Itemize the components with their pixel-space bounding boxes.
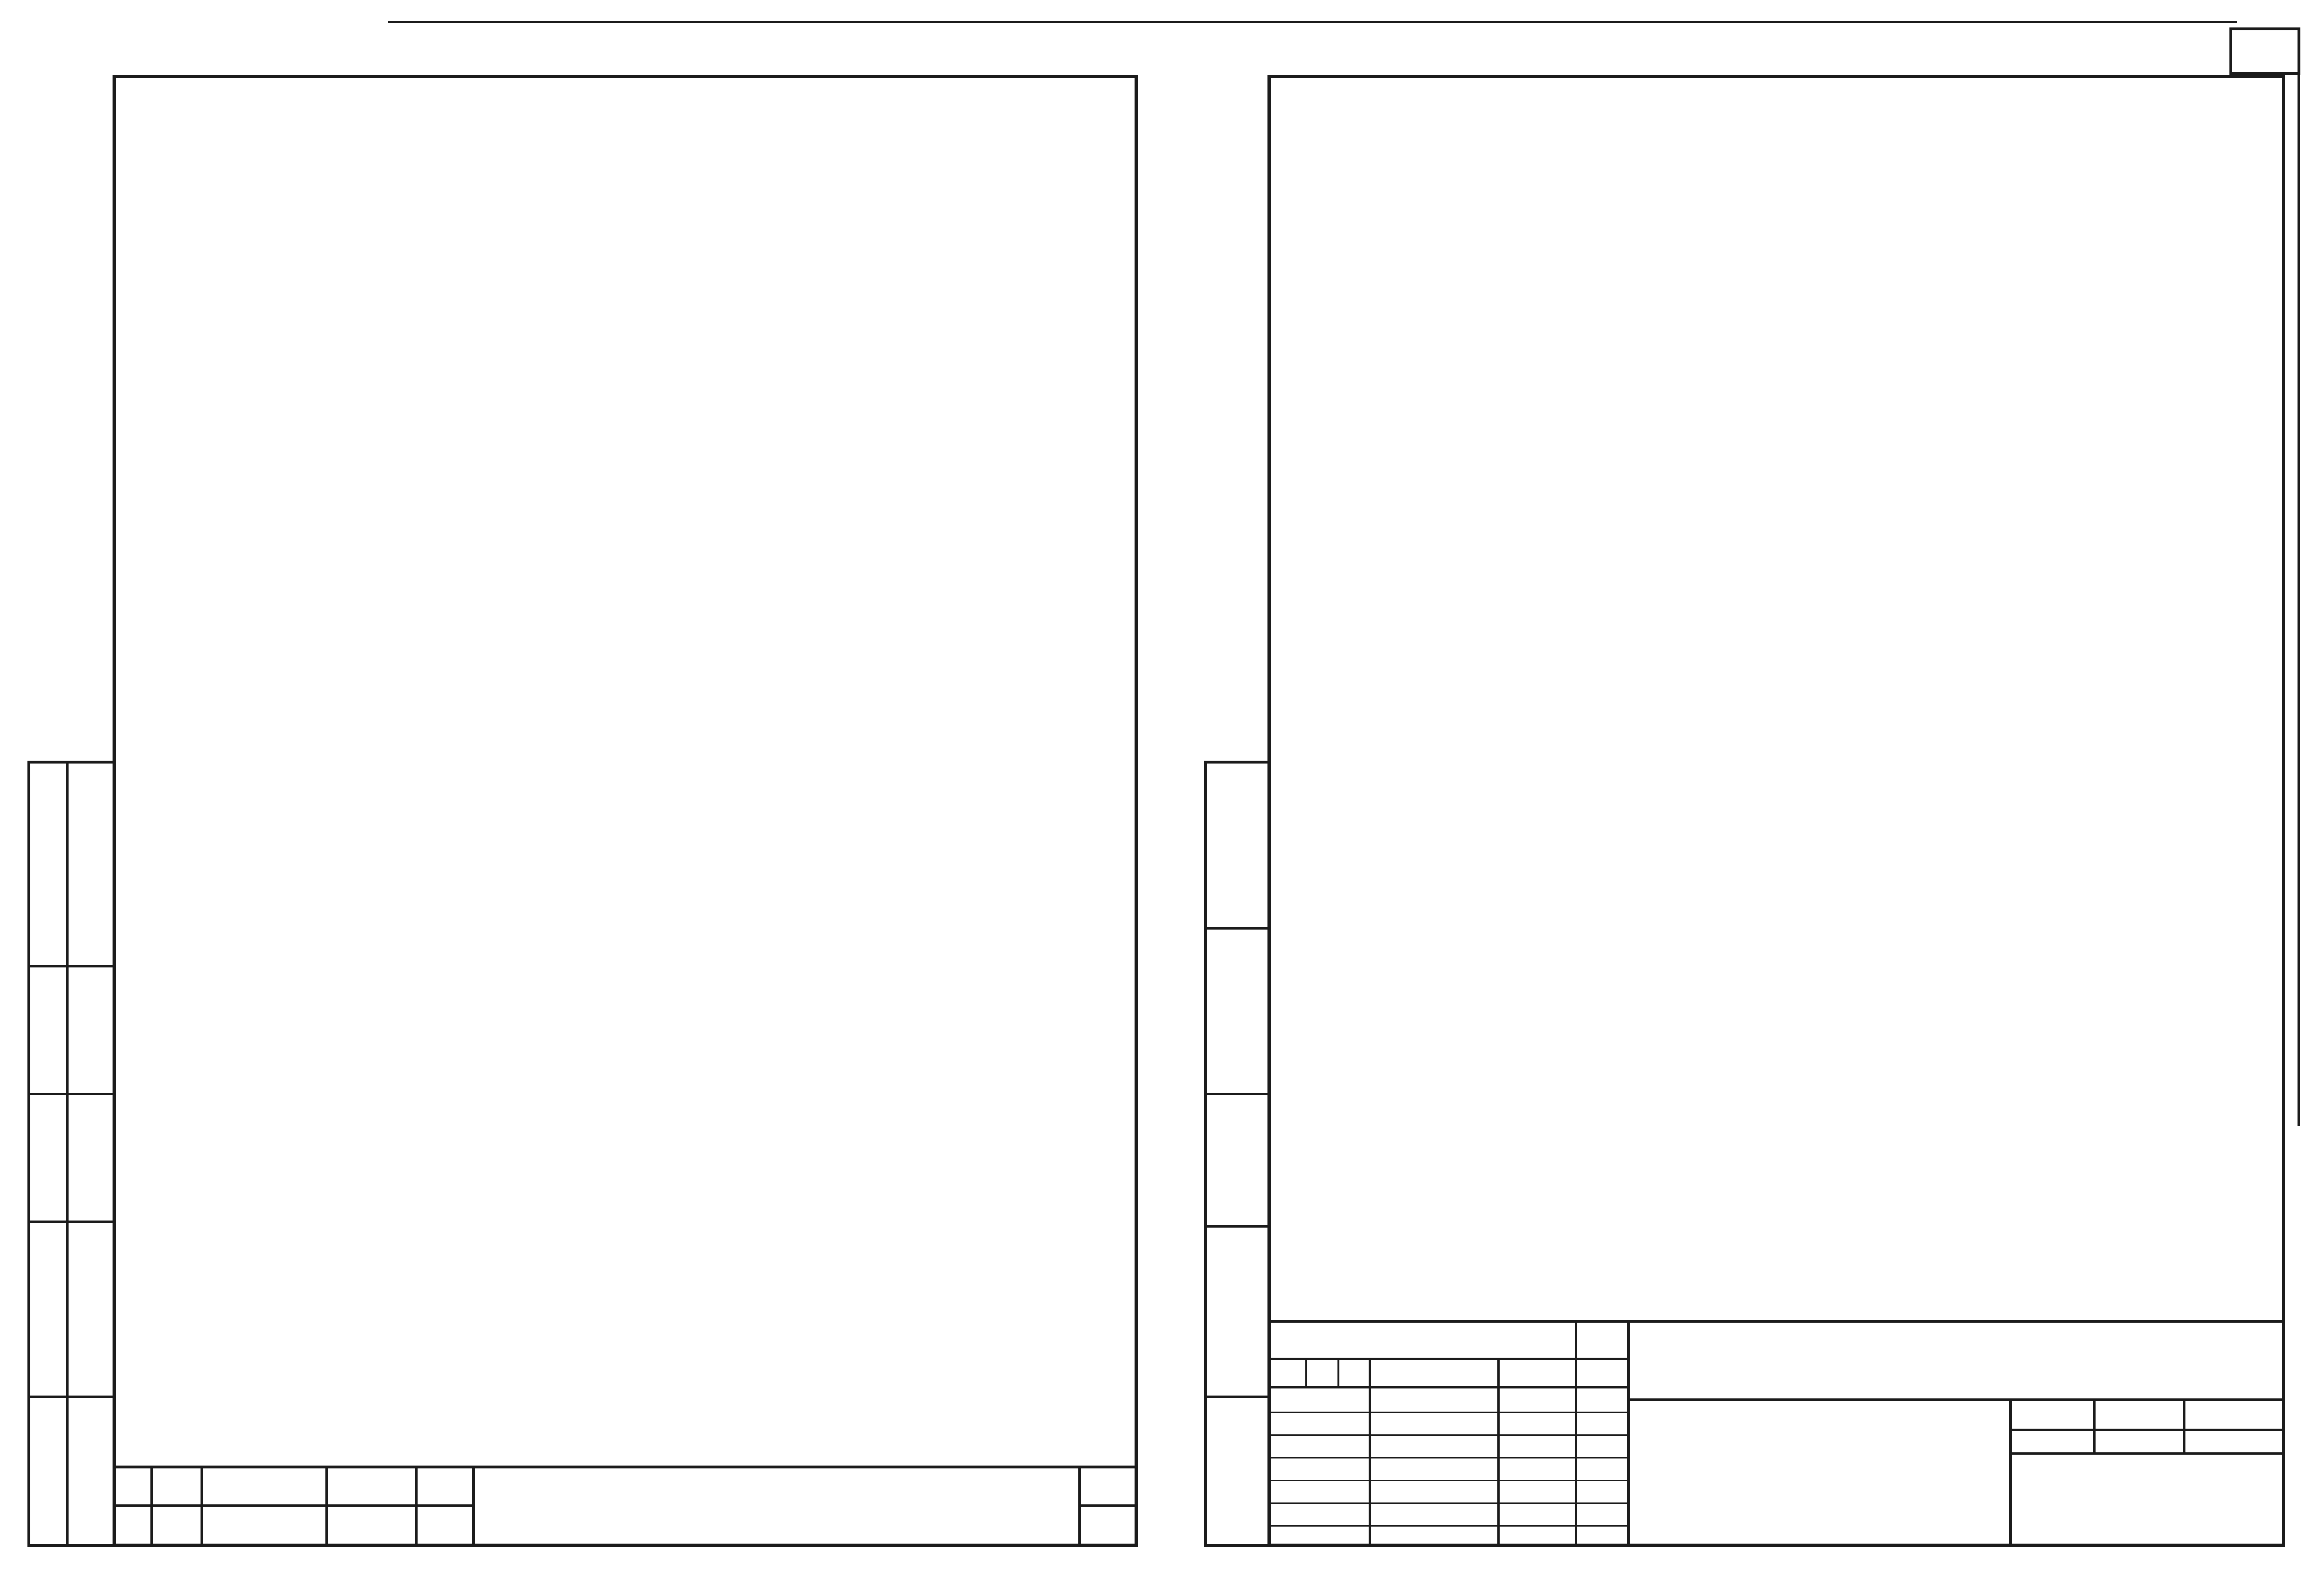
right-edge-rule <box>2298 71 2300 1126</box>
page-number-box <box>2229 27 2300 75</box>
left-sheet-frame <box>113 75 1138 1547</box>
right-sheet-frame <box>1267 75 2285 1547</box>
top-rule <box>388 21 2237 23</box>
right-side-strip <box>1204 761 1270 1547</box>
left-side-strip <box>27 761 115 1547</box>
